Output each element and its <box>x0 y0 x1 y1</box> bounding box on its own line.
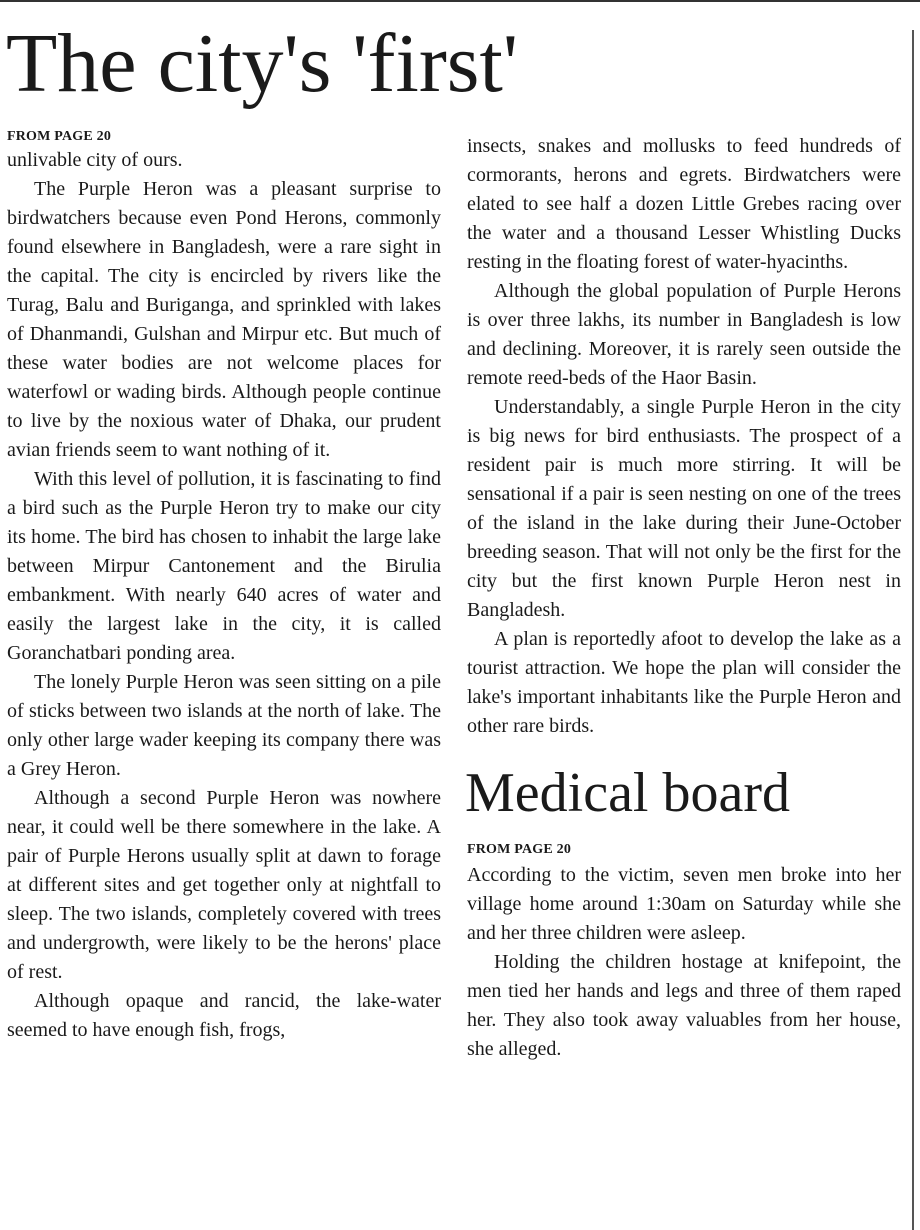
paragraph: unlivable city of ours. <box>7 149 183 171</box>
continuation-kicker-2: FROM PAGE 20 <box>467 842 572 857</box>
right-column <box>467 132 901 1064</box>
left-column <box>7 128 441 1045</box>
top-rule <box>0 0 920 2</box>
paragraph: With this level of pollution, it is fascinating to find a bird such as the Purple Heron try to make our city its home. The bird has chosen to inhabit the large lake between Mirpur Cantonement and the Birulia embankment. With nearly 640 acres of water and easily the largest lake in the city, it is called Goranchatbari ponding area. <box>7 468 441 664</box>
headline: The city's 'first' <box>6 17 518 110</box>
paragraph: Although opaque and rancid, the lake-water seemed to have enough fish, frogs, <box>7 990 441 1041</box>
paragraph: A plan is reportedly afoot to develop the lake as a tourist attraction. We hope the plan will consider the lake's important inhabitants like the Purple Heron and other rare birds. <box>467 628 901 737</box>
paragraph: insects, snakes and mollusks to feed hundreds of cormorants, herons and egrets. Birdwatchers were elated to see half a dozen Little Grebes racing over the water and a thousand Lesser Whistling Ducks resting in the floating forest of water-hyacinths. <box>467 135 901 273</box>
continuation-kicker: FROM PAGE 20 <box>7 129 112 144</box>
paragraph: Although the global population of Purple Herons is over three lakhs, its number in Bangladesh is low and declining. Moreover, it is rarely seen outside the remote reed-beds of the Haor Basin. <box>467 280 901 389</box>
paragraph: Understandably, a single Purple Heron in the city is big news for bird enthusiasts. The prospect of a resident pair is much more stirring. It will be sensational if a pair is seen nesting on one of the trees of the island in the lake during their June-October breeding season. That will not only be the first for the city but the first known Purple Heron nest in Bangladesh. <box>467 396 901 621</box>
paragraph: The Purple Heron was a pleasant surprise to birdwatchers because even Pond Herons, commonly found elsewhere in Bangladesh, were a rare sight in the capital. The city is encircled by rivers like the Turag, Balu and Buriganga, and sprinkled with lakes of Dhanmandi, Gulshan and Mirpur etc. But much of these water bodies are not welcome places for waterfowl or wading birds. Although people continue to live by the noxious water of Dhaka, our prudent avian friends seem to want nothing of it. <box>7 178 441 461</box>
column-rule <box>912 30 914 1230</box>
paragraph: According to the victim, seven men broke into her village home around 1:30am on Saturday while she and her three children were asleep. <box>467 864 901 944</box>
paragraph: The lonely Purple Heron was seen sitting on a pile of sticks between two islands at the north of lake. The only other large wader keeping its company there was a Grey Heron. <box>7 671 441 780</box>
paragraph: Holding the children hostage at knifepoint, the men tied her hands and legs and three of them raped her. They also took away valuables from her house, she alleged. <box>467 951 901 1060</box>
second-headline: Medical board <box>465 762 790 824</box>
paragraph: Although a second Purple Heron was nowhere near, it could well be there somewhere in the lake. A pair of Purple Herons usually split at dawn to forage at different sites and get together only at nightfall to sleep. The two islands, completely covered with trees and undergrowth, were likely to be the herons' place of rest. <box>7 787 441 983</box>
